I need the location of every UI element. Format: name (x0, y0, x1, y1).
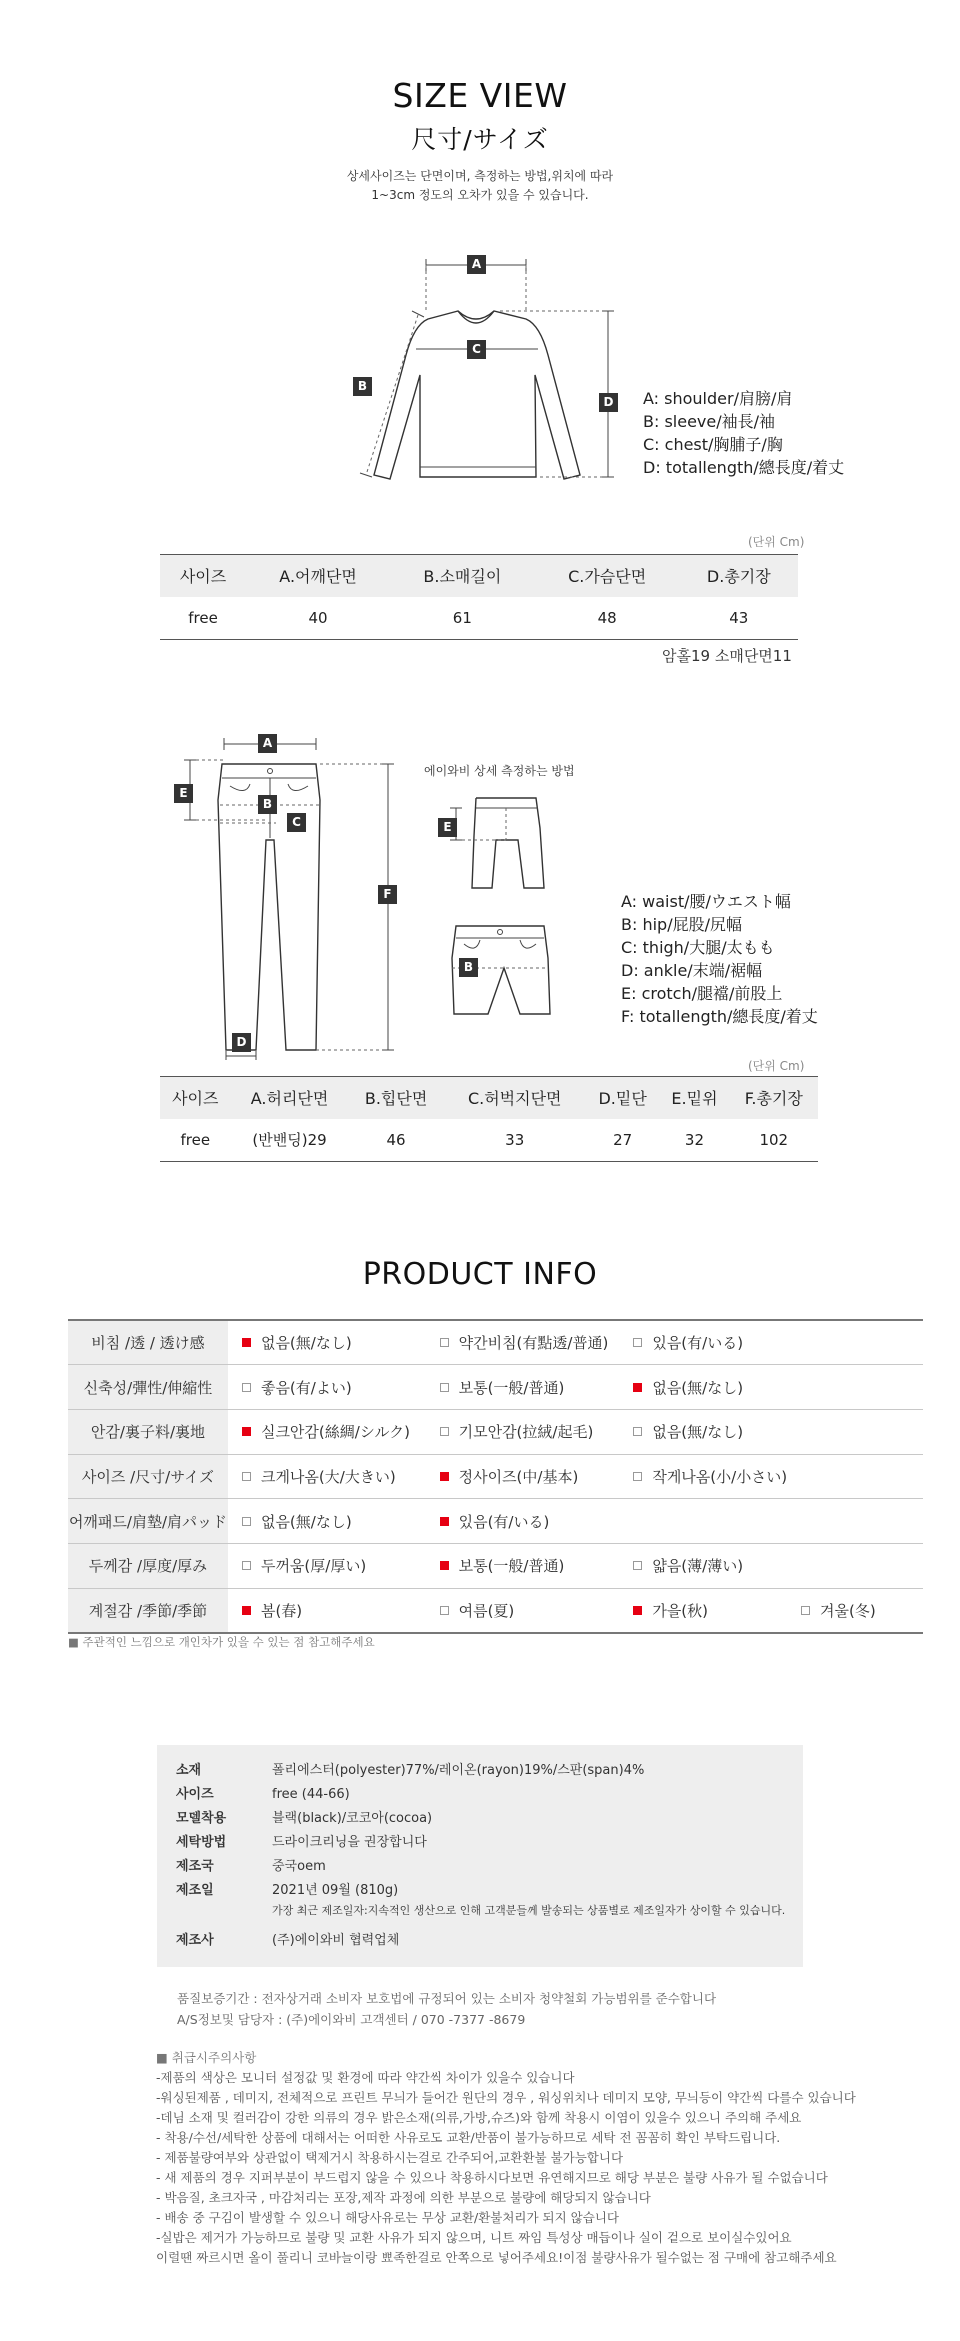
crotch-detail-diagram (436, 788, 566, 898)
material-row: 제조국 중국oem (176, 1859, 326, 1874)
option-label: 보통(一般/普通) (458, 1378, 565, 1397)
material-row: 모델착용 블랙(black)/코코아(cocoa) (176, 1811, 433, 1826)
size-view-subtitle: 尺寸/サイズ (411, 125, 549, 154)
option-label: 작게나옴(小/小さい) (652, 1467, 788, 1486)
header-shoulder: A.어깨단면 (246, 555, 390, 597)
attribute-label: 신축성/彈性/伸縮性 (68, 1365, 228, 1410)
care-line: - 제품불량여부와 상관없이 택제거시 착용하시는걸로 간주되어,교환환불 불가능합니다 (156, 2150, 624, 2165)
attribute-option (228, 1588, 426, 1633)
empty-square-icon (801, 1606, 810, 1615)
attribute-label: 안감/裏子料/裏地 (68, 1409, 228, 1454)
header-length: D.총기장 (680, 555, 798, 597)
material-row: 제조사 (주)에이와비 협력업체 (176, 1933, 400, 1948)
option-label: 실크안감(絲綢/シルク) (260, 1423, 410, 1442)
checked-square-icon (242, 1338, 251, 1347)
care-line: - 박음질, 초크자국 , 마감처리는 포장,제작 과정에 의한 부분으로 불량에 해당되지 않습니다 (156, 2190, 651, 2205)
care-title: ■ 취급시주의사항 (156, 2050, 257, 2065)
top-diagram (340, 245, 630, 495)
option-label: 가을(秋) (652, 1601, 709, 1620)
armhole-note: 암홀19 소매단면11 (662, 647, 792, 665)
empty-square-icon (633, 1472, 642, 1481)
pants-size-table: 사이즈 A.허리단면 B.힙단면 C.허벅지단면 D.밑단 E.밑위 F.총기장 free (반밴딩)29 46 33 27 32 102 (160, 1076, 818, 1162)
option-label: 여름(夏) (458, 1601, 515, 1620)
empty-square-icon (633, 1338, 642, 1347)
option-label: 두꺼움(厚/厚い) (260, 1557, 367, 1576)
table-row (68, 1320, 923, 1365)
attribute-option (426, 1543, 620, 1588)
pants-unit: (단위 Cm) (748, 1059, 805, 1073)
top-unit: (단위 Cm) (748, 535, 805, 549)
size-note: 상세사이즈는 단면이며, 측정하는 방법,위치에 따라 1~3cm 정도의 오차가 있을 수 있습니다. (346, 169, 614, 202)
care-line: -실밥은 제거가 가능하므로 불량 및 교환 사유가 되지 않으며, 니트 짜임 특성상 매듭이나 실이 겉으로 보이실수있어요 (156, 2230, 792, 2245)
option-label: 좋음(有/よい) (260, 1378, 352, 1397)
option-label: 없음(無/なし) (652, 1378, 744, 1397)
attribute-option (228, 1320, 426, 1365)
header-size: 사이즈 (160, 555, 246, 597)
care-line: - 착용/수선/세탁한 상품에 대해서는 어떠한 사유로도 교환/반품이 불가능하므로 세탁 전 꼼꼼히 확인 부탁드립니다. (156, 2130, 781, 2145)
empty-square-icon (242, 1561, 251, 1570)
attribute-option (426, 1454, 620, 1499)
measure-method-title: 에이와비 상세 측정하는 방법 (424, 764, 575, 778)
header-chest: C.가슴단면 (535, 555, 680, 597)
option-label: 없음(無/なし) (652, 1423, 744, 1442)
attribute-label: 비침 /透 / 透け感 (68, 1320, 228, 1365)
attribute-label: 사이즈 /尺寸/サイズ (68, 1454, 228, 1499)
table-row (68, 1543, 923, 1588)
attribute-option (426, 1320, 620, 1365)
attribute-option (787, 1588, 923, 1633)
option-label: 있음(有/いる) (652, 1334, 744, 1353)
diagram-label-a: A (467, 255, 486, 274)
diagram-label-d: D (599, 393, 618, 412)
attribute-option (619, 1320, 787, 1365)
attribute-option (228, 1409, 426, 1454)
product-info-footnote: ■ 주관적인 느낌으로 개인차가 있을 수 있는 점 참고해주세요 (68, 1635, 375, 1649)
care-line: -워싱된제품 , 데미지, 전체적으로 프린트 무늬가 들어간 원단의 경우 , 워싱위치나 데미지 모양, 무늬등이 약간씩 다를수 있습니다 (156, 2090, 856, 2105)
option-label: 겨울(冬) (820, 1601, 876, 1620)
pants-label-d: D (232, 1033, 251, 1052)
checked-square-icon (440, 1517, 449, 1526)
empty-square-icon (440, 1383, 449, 1392)
warranty-info: 품질보증기간 : 전자상거래 소비자 보호법에 규정되어 있는 소비자 청약철회 가능범위를 준수합니다 A/S정보및 담당자 : (주)에이와비 고객센터 / 070 -7377 -8679 (177, 1991, 717, 2027)
attribute-option (426, 1499, 620, 1544)
table-row (68, 1588, 923, 1633)
attribute-option (228, 1543, 426, 1588)
option-label: 얇음(薄/薄い) (652, 1557, 744, 1576)
option-label: 기모안감(拉絨/起毛) (458, 1423, 594, 1442)
empty-square-icon (440, 1427, 449, 1436)
option-label: 없음(無/なし) (260, 1334, 352, 1353)
table-row: free 40 61 48 43 (160, 597, 798, 640)
attribute-option (619, 1409, 787, 1454)
checked-square-icon (242, 1606, 251, 1615)
pants-diagram (170, 730, 410, 1060)
diagram-label-c: C (467, 340, 486, 359)
care-line: -데님 소재 및 컬러감이 강한 의류의 경우 밝은소재(의류,가방,슈즈)와 함께 착용시 이염이 있을수 있으니 주의해 주세요 (156, 2110, 802, 2125)
material-row: 소재 폴리에스터(polyester)77%/레이온(rayon)19%/스판(span)4% (176, 1763, 645, 1778)
detail-label-e: E (438, 818, 457, 837)
attribute-option (426, 1409, 620, 1454)
pants-legend: A: waist/腰/ウエスト幅 B: hip/屁股/尻幅 C: thigh/大腿/太もも D: ankle/末端/裾幅 E: crotch/腿襠/前股上 F: totallength/總長度/着丈 (621, 892, 818, 1026)
attribute-option (619, 1543, 787, 1588)
size-view-title: SIZE VIEW (392, 76, 568, 115)
attribute-option (619, 1588, 787, 1633)
table-row (68, 1365, 923, 1410)
pants-label-f: F (378, 885, 397, 904)
checked-square-icon (440, 1472, 449, 1481)
attribute-option (228, 1365, 426, 1410)
product-info-table (68, 1319, 923, 1634)
header-sleeve: B.소매길이 (390, 555, 535, 597)
option-label: 없음(無/なし) (260, 1512, 352, 1531)
pants-label-b: B (258, 795, 277, 814)
top-size-table (160, 554, 798, 640)
manufacture-date-note: 가장 최근 제조일자:지속적인 생산으로 인해 고객분들께 발송되는 상품별로 제조일자가 상이할 수 있습니다. (272, 1904, 786, 1917)
table-row: free (반밴딩)29 46 33 27 32 102 (160, 1119, 818, 1162)
checked-square-icon (440, 1561, 449, 1570)
empty-square-icon (440, 1606, 449, 1615)
empty-square-icon (633, 1561, 642, 1570)
material-row: 세탁방법 드라이크리닝을 권장합니다 (176, 1835, 427, 1850)
attribute-option (228, 1499, 426, 1544)
attribute-option (228, 1454, 426, 1499)
empty-square-icon (242, 1472, 251, 1481)
attribute-option (426, 1588, 620, 1633)
option-label: 크게나옴(大/大きい) (260, 1467, 396, 1486)
pants-label-a: A (258, 734, 277, 753)
attribute-label: 계절감 /季節/季節 (68, 1588, 228, 1633)
attribute-option (426, 1365, 620, 1410)
material-box (157, 1745, 803, 1967)
table-row (68, 1454, 923, 1499)
checked-square-icon (633, 1383, 642, 1392)
option-label: 정사이즈(中/基本) (458, 1467, 579, 1486)
empty-square-icon (242, 1383, 251, 1392)
empty-square-icon (633, 1427, 642, 1436)
care-line: - 새 제품의 경우 지퍼부분이 부드럽지 않을 수 있으나 착용하시다보면 유연해지므로 해당 부분은 불량 사유가 될 수없습니다 (156, 2170, 828, 2185)
diagram-label-b: B (353, 377, 372, 396)
product-info-title: PRODUCT INFO (362, 1257, 598, 1292)
option-label: 보통(一般/普通) (458, 1557, 565, 1576)
checked-square-icon (633, 1606, 642, 1615)
attribute-label: 두께감 /厚度/厚み (68, 1543, 228, 1588)
top-legend: A: shoulder/肩膀/肩 B: sleeve/袖長/袖 C: chest/胸脯子/胸 D: totallength/總長度/着丈 (643, 389, 845, 477)
pants-label-e: E (174, 784, 193, 803)
pants-label-c: C (287, 813, 306, 832)
table-row (68, 1409, 923, 1454)
detail-label-b: B (459, 958, 478, 977)
attribute-option (619, 1365, 787, 1410)
empty-square-icon (242, 1517, 251, 1526)
care-line: -제품의 색상은 모니터 설정값 및 환경에 따라 약간씩 차이가 있을수 있습니다 (156, 2070, 575, 2085)
option-label: 봄(春) (260, 1601, 303, 1620)
option-label: 있음(有/いる) (458, 1512, 550, 1531)
attribute-option (619, 1454, 787, 1499)
table-row (68, 1499, 923, 1544)
attribute-label: 어깨패드/肩墊/肩パッド (68, 1499, 228, 1544)
care-line: 이럴땐 짜르시면 올이 풀리니 코바늘이랑 뾰족한걸로 안쪽으로 넣어주세요!이점 불량사유가 될수없는 점 구매에 참고해주세요 (156, 2250, 837, 2265)
material-row: 사이즈 free (44-66) (176, 1787, 350, 1802)
checked-square-icon (242, 1427, 251, 1436)
empty-square-icon (440, 1338, 449, 1347)
care-line: - 배송 중 구김이 발생할 수 있으니 해당사유로는 무상 교환/환불처리가 되지 않습니다 (156, 2210, 619, 2225)
option-label: 약간비침(有點透/普通) (458, 1334, 609, 1353)
care-instructions (156, 2048, 856, 2268)
material-row: 제조일 2021년 09월 (810g) 가장 최근 제조일자:지속적인 생산으로 인해 고객분들께 발송되는 상품별로 제조일자가 상이할 수 있습니다. (176, 1881, 803, 1921)
